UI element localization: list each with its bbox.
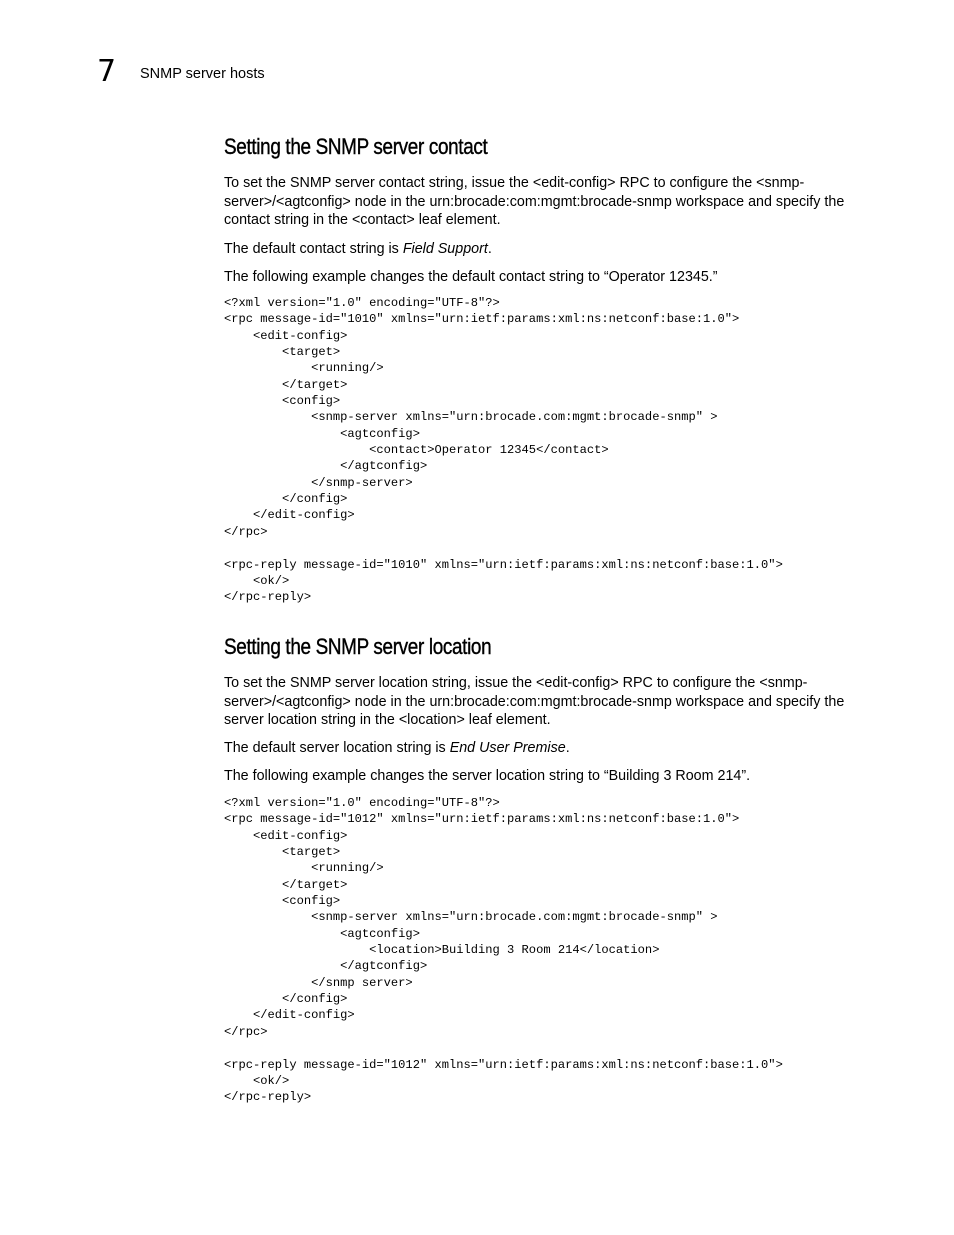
location-default-value: End User Premise [449,740,566,756]
contact-default-value: Field Support [402,241,488,257]
contact-intro-paragraph: To set the SNMP server contact string, issue the <edit-config> RPC to configure the <snmp-server>/<agtconfig> node in the urn:brocade:com:mgmt:brocade-snmp workspace and specify the contact string in the <contact> leaf element. [224,175,845,229]
code-line: <location>Building 3 Room 214</location> [224,943,660,958]
code-line: <snmp-server xmlns="urn:brocade.com:mgmt:brocade-snmp" > [224,910,718,925]
code-line: <ok/> [224,1073,290,1088]
contact-default-suffix: . [487,241,492,257]
location-example-intro: The following example changes the server location string to “Building 3 Room 214”. [224,768,751,784]
contact-default-prefix: The default contact string is [224,241,403,257]
code-line: <rpc message-id="1012" xmlns="urn:ietf:params:xml:ns:netconf:base:1.0"> [224,812,740,827]
code-line: </snmp server> [224,975,413,990]
code-line: <target> [224,345,341,360]
chapter-title: SNMP server hosts [140,66,265,82]
code-line: <rpc-reply message-id="1012" xmlns="urn:ietf:params:xml:ns:netconf:base:1.0"> [224,1057,783,1072]
code-line: </target> [224,877,348,892]
code-line: </config> [224,492,348,507]
code-line: </agtconfig> [224,959,428,974]
code-line: <rpc message-id="1010" xmlns="urn:ietf:params:xml:ns:netconf:base:1.0"> [224,312,740,327]
code-line: </edit-config> [224,508,355,523]
location-default-prefix: The default server location string is [224,740,450,756]
code-line: </target> [224,377,348,392]
chapter-number: 7 [97,54,117,89]
code-line: <contact>Operator 12345</contact> [224,443,609,458]
location-default-suffix: . [565,740,570,756]
code-line: <target> [224,845,341,860]
code-line: <?xml version="1.0" encoding="UTF-8"?> [224,296,500,310]
code-line: <rpc-reply message-id="1010" xmlns="urn:ietf:params:xml:ns:netconf:base:1.0"> [224,557,783,572]
code-line: </agtconfig> [224,459,428,474]
code-line: </rpc> [224,524,268,539]
code-line: <ok/> [224,573,290,588]
code-line: </snmp-server> [224,475,413,490]
location-default-paragraph [224,739,864,758]
contact-example-intro: The following example changes the default contact string to “Operator 12345.” [224,269,718,285]
code-line: <agtconfig> [224,926,420,941]
code-line: </rpc> [224,1024,268,1039]
code-line: </rpc-reply> [224,590,312,605]
code-line: </config> [224,992,348,1007]
code-line: <running/> [224,361,384,376]
section-heading-location: Setting the SNMP server location [224,634,492,659]
code-line: </edit-config> [224,1008,355,1023]
code-line: <config> [224,394,341,409]
code-line: <?xml version="1.0" encoding="UTF-8"?> [224,796,500,810]
contact-default-paragraph [224,240,864,259]
location-intro-paragraph: To set the SNMP server location string, issue the <edit-config> RPC to configure the <snmp-server>/<agtconfig> node in the urn:brocade:com:mgmt:brocade-snmp workspace and specify the server location string in the <location> leaf element. [224,675,845,729]
code-line: <edit-config> [224,328,348,343]
section-heading-contact: Setting the SNMP server contact [224,134,488,159]
code-line: <agtconfig> [224,426,420,441]
code-line [224,1040,783,1056]
location-code-block [224,795,783,1106]
code-line: </rpc-reply> [224,1090,312,1105]
code-line: <running/> [224,861,384,876]
code-line: <edit-config> [224,828,348,843]
code-line [224,540,783,556]
contact-code-block [224,295,783,606]
code-line: <config> [224,894,341,909]
code-line: <snmp-server xmlns="urn:brocade.com:mgmt:brocade-snmp" > [224,410,718,425]
